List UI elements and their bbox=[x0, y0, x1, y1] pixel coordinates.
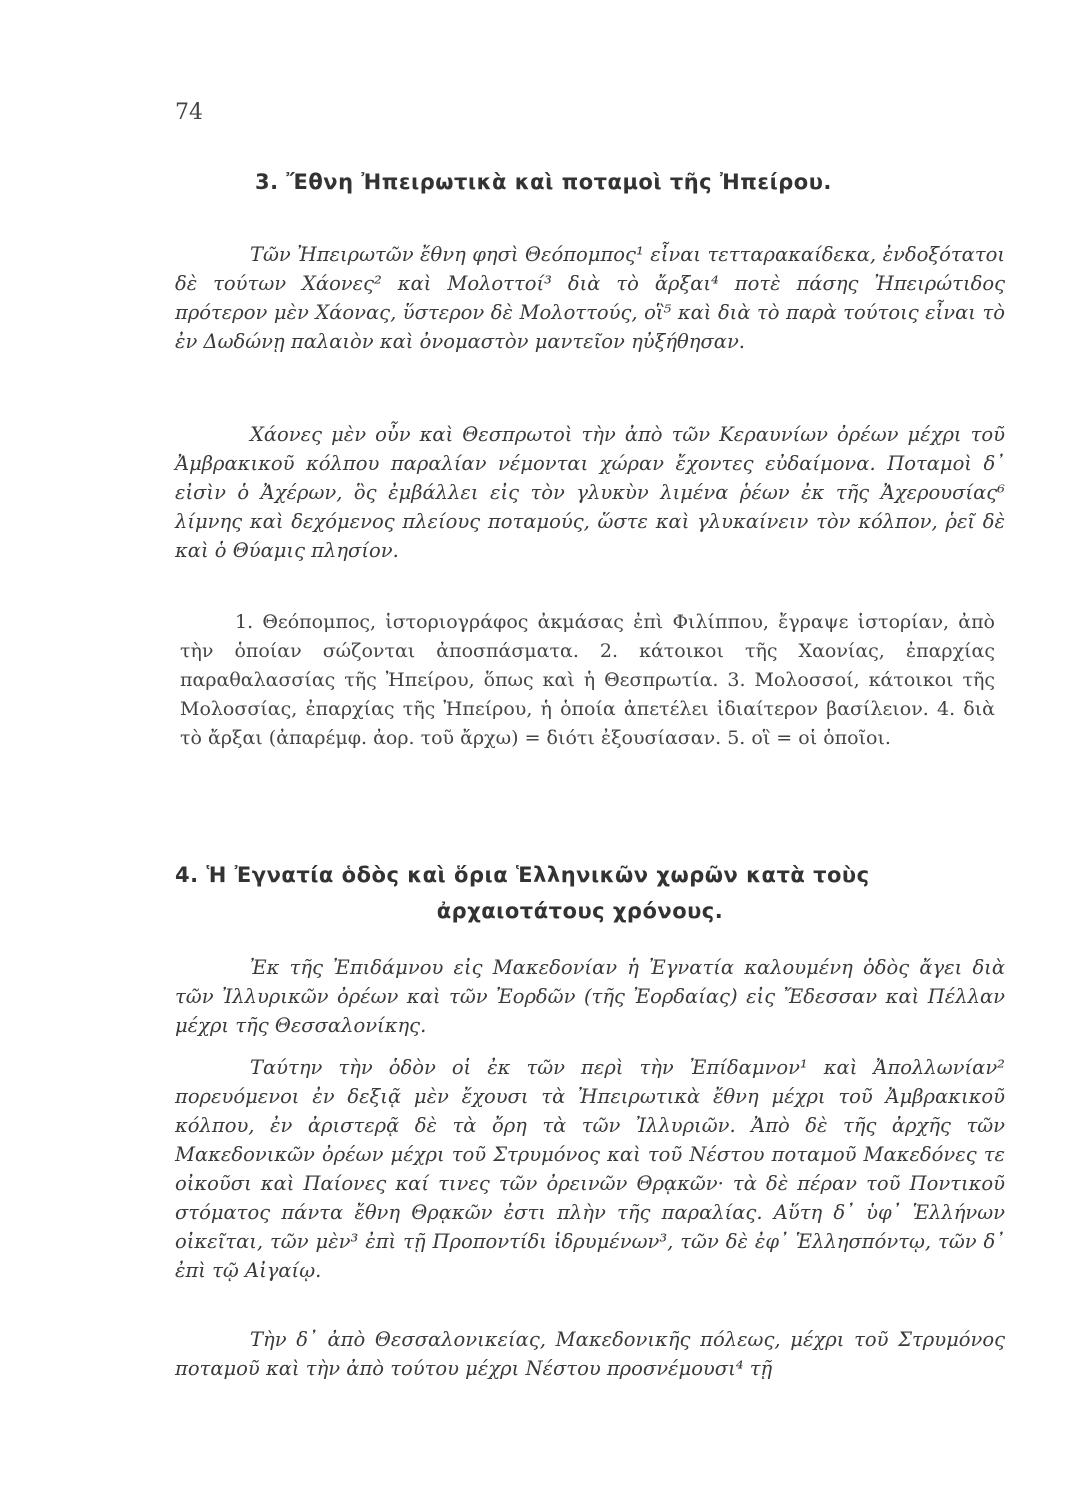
section-heading-line: 4. Ἡ Ἐγνατία ὁδὸς καὶ ὅρια Ἑλληνικῶν χωρῶν κατὰ τοὺς bbox=[175, 863, 870, 887]
section-heading: 3. Ἔθνη Ἠπειρωτικὰ καὶ ποταμοὶ τῆς Ἠπείρου. bbox=[255, 170, 832, 194]
body-paragraph: Ἐκ τῆς Ἐπιδάμνου εἰς Μακεδονίαν ἡ Ἐγνατία καλουμένη ὁδὸς ἄγει διὰ τῶν Ἰλλυρικῶν ὀρέων καὶ τῶν Ἐορδῶν (τῆς Ἐορδαίας) εἰς Ἔδεσσαν καὶ Πέλλαν μέχρι τῆς Θεσσαλονίκης. bbox=[175, 956, 1005, 1037]
body-paragraph: Τῶν Ἠπειρωτῶν ἔθνη φησὶ Θεόπομπος¹ εἶναι τετταρακαίδεκα, ἐνδοξότατοι δὲ τούτων Χάονες² καὶ Μολοττοί³ διὰ τὸ ἄρξαι⁴ ποτὲ πάσης Ἠπειρώτιδος πρότερον μὲν Χάονας, ὕστερον δὲ Μολοττούς, οἳ⁵ καὶ διὰ τὸ παρὰ τούτοις εἶναι τὸ ἐν Δωδώνῃ παλαιὸν καὶ ὀνομαστὸν μαντεῖον ηὐξήθησαν. bbox=[175, 243, 1005, 353]
page-number: 74 bbox=[175, 100, 203, 125]
section-heading-line: ἀρχαιοτάτους χρόνους. bbox=[436, 899, 724, 923]
body-paragraph: Χάονες μὲν οὖν καὶ Θεσπρωτοὶ τὴν ἀπὸ τῶν Κεραυνίων ὀρέων μέχρι τοῦ Ἀμβρακικοῦ κόλπου παραλίαν νέμονται χώραν ἔχοντες εὐδαίμονα. Ποταμοὶ δ᾽ εἰσὶν ὁ Ἀχέρων, ὃς ἐμβάλλει εἰς τὸν γλυκὺν λιμένα ῥέων ἐκ τῆς Ἀχερουσίας⁶ λίμνης καὶ δεχόμενος πλείους ποταμούς, ὥστε καὶ γλυκαίνειν τὸν κόλπον, ῥεῖ δὲ καὶ ὁ Θύαμις πλησίον. bbox=[175, 423, 1005, 562]
footnotes: 1. Θεόπομπος, ἱστοριογράφος ἀκμάσας ἐπὶ Φιλίππου, ἔγραψε ἱστορίαν, ἀπὸ τὴν ὁποίαν σώζονται ἀποσπάσματα. 2. κάτοικοι τῆς Χαονίας, ἐπαρχίας παραθαλασσίας τῆς Ἠπείρου, ὅπως καὶ ἡ Θεσπρωτία. 3. Μολοσσοί, κάτοικοι τῆς Μολοσσίας, ἐπαρχίας τῆς Ἠπείρου, ἡ ὁποία ἀπετέλει ἰδιαίτερον βασίλειον. 4. διὰ τὸ ἄρξαι (ἀπαρέμφ. ἀορ. τοῦ ἄρχω) = διότι ἐξουσίασαν. 5. οἳ = οἱ ὁποῖοι. bbox=[180, 611, 995, 749]
section-heading bbox=[175, 857, 1025, 929]
body-paragraph: Ταύτην τὴν ὁδὸν οἱ ἐκ τῶν περὶ τὴν Ἐπίδαμνον¹ καὶ Ἀπολλωνίαν² πορευόμενοι ἐν δεξιᾷ μὲν ἔχουσι τὰ Ἠπειρωτικὰ ἔθνη μέχρι τοῦ Ἀμβρακικοῦ κόλπου, ἐν ἀριστερᾷ δὲ τὰ ὄρη τὰ τῶν Ἰλλυριῶν. Ἀπὸ δὲ τῆς ἀρχῆς τῶν Μακεδονικῶν ὀρέων μέχρι τοῦ Στρυμόνος καὶ τοῦ Νέστου ποταμοῦ Μακεδόνες τε οἰκοῦσι καὶ Παίονες καί τινες τῶν ὀρεινῶν Θρᾳκῶν· τὰ δὲ πέραν τοῦ Ποντικοῦ στόματος πάντα ἔθνη Θρᾳκῶν ἐστι πλὴν τῆς παραλίας. Αὕτη δ᾽ ὑφ᾽ Ἑλλήνων οἰκεῖται, τῶν μὲν³ ἐπὶ τῇ Προποντίδι ἱδρυμένων³, τῶν δὲ ἐφ᾽ Ἑλλησπόντῳ, τῶν δ᾽ ἐπὶ τῷ Αἰγαίῳ. bbox=[175, 1056, 1005, 1282]
body-paragraph: Τὴν δ᾽ ἀπὸ Θεσσαλονικείας, Μακεδονικῆς πόλεως, μέχρι τοῦ Στρυμόνος ποταμοῦ καὶ τὴν ἀπὸ τούτου μέχρι Νέστου προσνέμουσι⁴ τῇ bbox=[175, 1328, 1005, 1380]
